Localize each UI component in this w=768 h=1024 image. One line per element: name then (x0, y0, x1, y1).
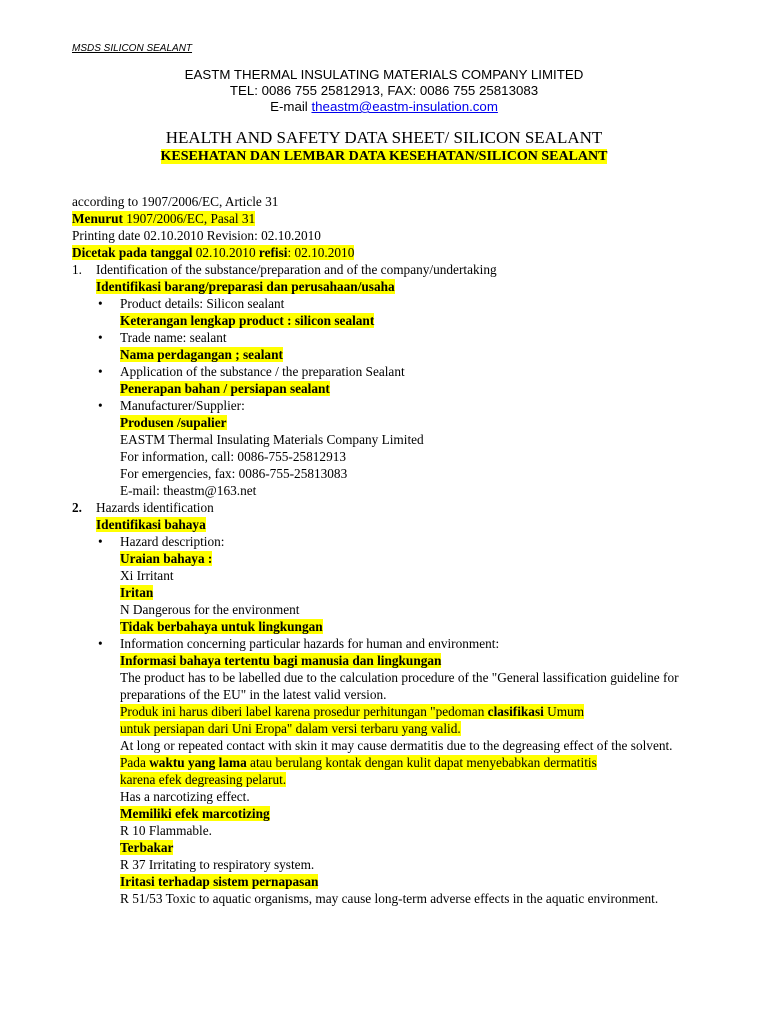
list-item: • Hazard description: (98, 534, 225, 549)
company-email-line (0, 99, 768, 115)
bullet-icon: • (98, 364, 103, 379)
manufacturer-name: EASTM Thermal Insulating Materials Company Limited (120, 432, 424, 447)
r10-id: Terbakar (120, 840, 174, 855)
section-2-heading: 2. Hazards identification (72, 500, 214, 515)
list-item: • Manufacturer/Supplier: (98, 398, 245, 413)
list-item-translation: Uraian bahaya : (120, 551, 213, 566)
section-2-heading-id: Identifikasi bahaya (96, 517, 206, 532)
document-body (72, 193, 692, 907)
title-block (0, 128, 768, 166)
section-1-heading-id: Identifikasi barang/preparasi dan perusahaan/usaha (96, 279, 395, 294)
hazard-xi-id: Iritan (120, 585, 154, 600)
narcotizing: Has a narcotizing effect. (120, 789, 250, 804)
section-1-heading: 1. Identification of the substance/preparation and of the company/undertaking (72, 262, 497, 277)
bullet-icon: • (98, 636, 103, 651)
according-line: according to 1907/2006/EC, Article 31 (72, 194, 279, 209)
page-title: HEALTH AND SAFETY DATA SHEET/ SILICON SEALANT (165, 128, 603, 147)
hazard-n: N Dangerous for the environment (120, 602, 300, 617)
company-tel-fax: TEL: 0086 755 25812913, FAX: 0086 755 25813083 (229, 83, 539, 98)
list-item-translation: Nama perdagangan ; sealant (120, 347, 283, 362)
document-header-tag: MSDS SILICON SEALANT (72, 43, 193, 54)
list-item: • Information concerning particular hazards for human and environment: (98, 636, 500, 651)
dicetak-line: Dicetak pada tanggal 02.10.2010 refisi: 02.10.2010 (72, 245, 355, 260)
list-item: • Product details: Silicon sealant (98, 296, 285, 311)
hazard-n-id: Tidak berbahaya untuk lingkungan (120, 619, 323, 634)
supplier-email: E-mail: theastm@163.net (120, 483, 257, 498)
r5153: R 51/53 Toxic to aquatic organisms, may cause long-term adverse effects in the aquatic environment. (120, 891, 659, 906)
narcotizing-id: Memiliki efek marcotizing (120, 806, 270, 821)
page-subtitle: KESEHATAN DAN LEMBAR DATA KESEHATAN/SILICON SEALANT (160, 149, 608, 164)
info-call: For information, call: 0086-755-25812913 (120, 449, 347, 464)
bullet-icon: • (98, 534, 103, 549)
contact-paragraph: At long or repeated contact with skin it may cause dermatitis due to the degreasing effect of the solvent. (120, 738, 673, 753)
list-item-translation: Produsen /supalier (120, 415, 227, 430)
list-item-translation: Penerapan bahan / persiapan sealant (120, 381, 330, 396)
r10: R 10 Flammable. (120, 823, 212, 838)
list-item-translation: Informasi bahaya tertentu bagi manusia dan lingkungan (120, 653, 442, 668)
company-block (0, 67, 768, 115)
bullet-icon: • (98, 296, 103, 311)
email-label: E-mail (270, 99, 308, 114)
company-email-link[interactable]: theastm@eastm-insulation.com (311, 99, 498, 114)
bullet-icon: • (98, 398, 103, 413)
list-item: • Application of the substance / the preparation Sealant (98, 364, 405, 379)
r37-id: Iritasi terhadap sistem pernapasan (120, 874, 319, 889)
list-item-translation: Keterangan lengkap product : silicon sealant (120, 313, 375, 328)
labelled-paragraph: The product has to be labelled due to the calculation procedure of the "General lassification guideline for preparations of the EU" in the latest valid version. (120, 670, 679, 702)
labelled-paragraph-id: Produk ini harus diberi label karena prosedur perhitungan "pedoman clasifikasi Umum untuk persiapan dari Uni Eropa" dalam versi terbaru yang valid. (120, 704, 585, 736)
bullet-icon: • (98, 330, 103, 345)
contact-paragraph-id: Pada waktu yang lama atau berulang kontak dengan kulit dapat menyebabkan dermatitis karena efek degreasing pelarut. (120, 755, 597, 787)
list-item: • Trade name: sealant (98, 330, 227, 345)
r37: R 37 Irritating to respiratory system. (120, 857, 315, 872)
hazard-xi: Xi Irritant (120, 568, 174, 583)
emergency-fax: For emergencies, fax: 0086-755-25813083 (120, 466, 348, 481)
printing-date-line: Printing date 02.10.2010 Revision: 02.10.2010 (72, 228, 321, 243)
menurut-line: Menurut 1907/2006/EC, Pasal 31 (72, 211, 256, 226)
company-name: EASTM THERMAL INSULATING MATERIALS COMPANY LIMITED (184, 67, 584, 82)
